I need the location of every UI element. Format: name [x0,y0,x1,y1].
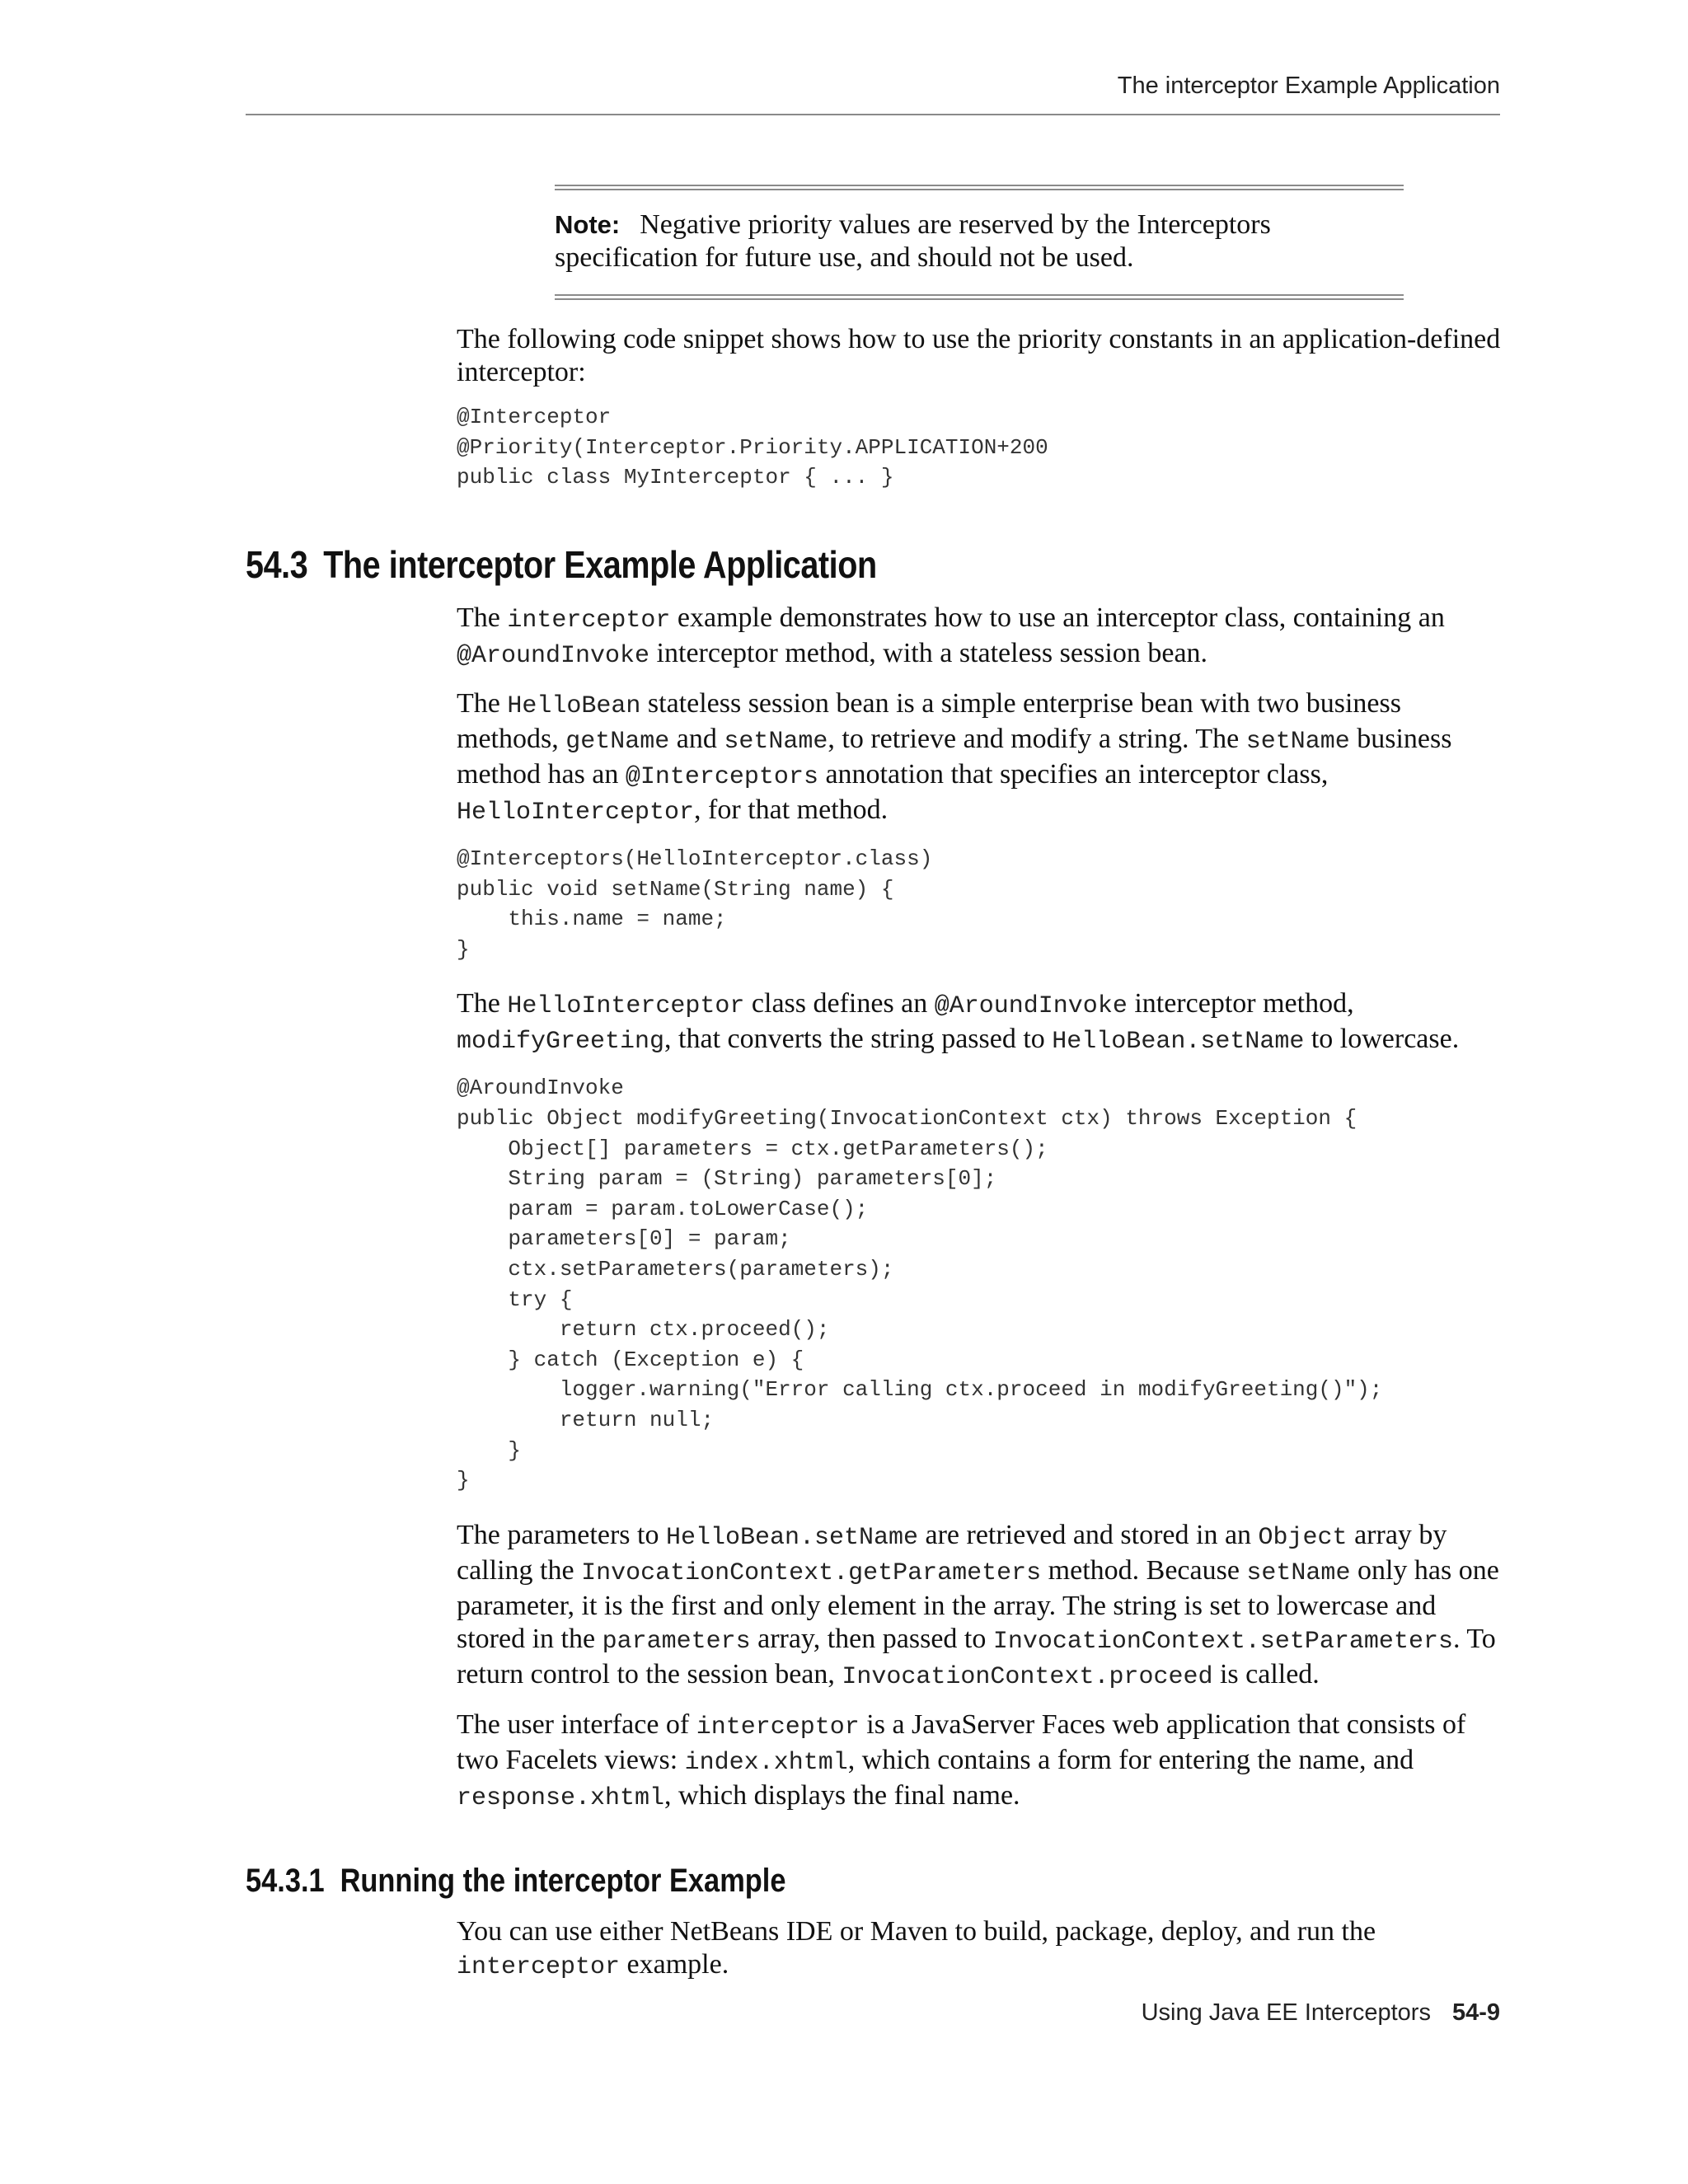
footer-chapter: Using Java EE Interceptors [1141,1999,1431,2026]
note-label: Note: [555,210,621,239]
code-snippet-setname: @Interceptors(HelloInterceptor.class) public void setName(String name) { this.name = name; } [457,846,933,962]
section-number: 54.3 [246,543,308,586]
intro-block [457,323,1503,493]
paragraph-running: You can use either NetBeans IDE or Maven to build, package, deploy, and run the interceptor example. [457,1916,1376,1981]
intro-paragraph: The following code snippet shows how to use the priority constants in an application-defined interceptor: [457,324,1501,387]
code-snippet-modifygreeting: @AroundInvoke public Object modifyGreeting(InvocationContext ctx) throws Exception { Object[] parameters = ctx.getParameters(); String param = (String) parameters[0]; param = param.toLowerCase(); parameters[0] = param; ctx.setParameters(parameters); try { return ctx.proceed(); } catch (Exception e) { logger.warning("Error calling ctx.proceed in modifyGreeting()"); return null; } } [457,1076,1383,1493]
section-body [457,602,1503,1815]
page-footer [1142,1999,1500,2027]
code-snippet-priority: @Interceptor @Priority(Interceptor.Priority.APPLICATION+200 public class MyInterceptor { ... } [457,405,1048,490]
subsection-title: Running the interceptor Example [340,1863,786,1899]
note-text [555,209,1404,274]
subsection-body [457,1915,1503,1984]
note-bottom-rule [555,294,1404,300]
note-body: Negative priority values are reserved by the Interceptors specification for future use, and should not be used. [555,209,1271,273]
subsection-heading [246,1863,785,1900]
paragraph-hellointerceptor: The HelloInterceptor class defines an @AroundInvoke interceptor method, modifyGreeting, that converts the string passed to HelloBean.setName to lowercase. [457,988,1460,1057]
page-number: 54-9 [1451,1999,1500,2026]
note-top-rule [555,185,1404,190]
subsection-number: 54.3.1 [246,1863,325,1899]
section-title: The interceptor Example Application [323,543,877,586]
paragraph-hellobean: The HelloBean stateless session bean is a simple enterprise bean with two business methods, getName and setName, to retrieve and modify a string. The setName business method has an @Interceptors annotation that specifies an interceptor class, HelloInterceptor, for that method. [457,688,1452,827]
note-box [555,185,1404,300]
paragraph-user-interface: The user interface of interceptor is a JavaServer Faces web application that consists of two Facelets views: index.xhtml, which contains a form for entering the name, and response.xhtml, which displays the final name. [457,1708,1466,1812]
running-header: The interceptor Example Application [1117,73,1500,99]
paragraph-parameters: The parameters to HelloBean.setName are retrieved and stored in an Object array by calling the InvocationContext.getParameters method. Because setName only has one parameter, it is the first and only element in the array. The string is set to lowercase and stored in the parameters array, then passed to InvocationContext.setParameters. To return control to the session bean, InvocationContext.proceed is called. [457,1519,1499,1691]
section-heading [246,542,877,587]
header-rule [246,114,1500,115]
paragraph-intro-example: The interceptor example demonstrates how to use an interceptor class, containing an @AroundInvoke interceptor method, with a stateless session bean. [457,602,1445,670]
